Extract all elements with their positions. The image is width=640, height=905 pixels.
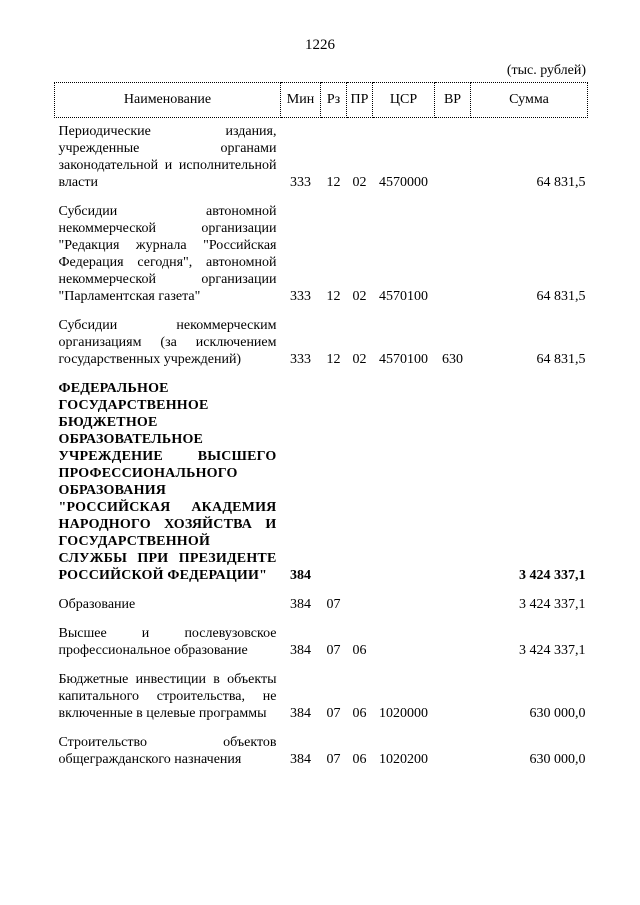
row-name: ФЕДЕРАЛЬНОЕ ГОСУДАРСТВЕННОЕ БЮДЖЕТНОЕ ОБРАЗОВАТЕЛЬНОЕ УЧРЕЖДЕНИЕ ВЫСШЕГО ПРОФЕССИОНАЛЬНОГО ОБРАЗОВАНИЯ "РОССИЙСКАЯ АКАДЕМИЯ НАРОДНОГО ХОЗЯЙСТВА И ГОСУДАРСТВЕННОЙ СЛУЖБЫ ПРИ ПРЕЗИДЕНТЕ РОССИЙСКОЙ ФЕДЕРАЦИИ": [58, 381, 277, 583]
row-vr: [435, 368, 471, 584]
row-min: 384: [290, 568, 311, 583]
row-csr: [373, 584, 435, 613]
row-vr: [435, 584, 471, 613]
row-rz: 07: [326, 706, 341, 721]
row-pr: 02: [352, 289, 367, 304]
row-pr: [347, 368, 373, 584]
row-name: Субсидии автономной некоммерческой организации "Редакция журнала "Российская Федерация сегодня", автономной некоммерческой организации "Парламентская газета": [58, 204, 277, 304]
row-min: 384: [290, 643, 311, 658]
table-row: [55, 584, 588, 613]
row-sum: 64 831,5: [536, 289, 586, 304]
column-header-min: Мин: [281, 83, 321, 118]
units-label: (тыс. рублей): [506, 63, 586, 78]
row-csr: 1020200: [379, 752, 428, 767]
table-header-row: [55, 83, 588, 118]
row-name: Субсидии некоммерческим организациям (за исключением государственных учреждений): [58, 318, 277, 367]
row-rz: 12: [326, 175, 341, 190]
row-min: 333: [290, 289, 311, 304]
row-csr: [373, 368, 435, 584]
row-pr: 06: [352, 706, 367, 721]
row-vr: [435, 118, 471, 192]
row-pr: 06: [352, 752, 367, 767]
row-sum: 3 424 337,1: [519, 568, 586, 583]
row-sum: 3 424 337,1: [519, 597, 586, 612]
row-name: Периодические издания, учрежденные органами законодательной и исполнительной власти: [58, 124, 277, 190]
row-sum: 630 000,0: [529, 706, 586, 721]
column-header-rz: Рз: [321, 83, 347, 118]
row-rz: 07: [326, 643, 341, 658]
table-row: [55, 191, 588, 305]
row-name: Бюджетные инвестиции в объекты капитального строительства, не включенные в целевые программы: [58, 672, 277, 721]
row-csr: 4570000: [379, 175, 428, 190]
row-name: Строительство объектов общегражданского назначения: [58, 735, 277, 767]
row-rz: 07: [326, 597, 341, 612]
row-rz: [321, 368, 347, 584]
row-vr: [435, 722, 471, 768]
row-sum: 64 831,5: [536, 175, 586, 190]
column-header-name: Наименование: [55, 83, 281, 118]
row-rz: 12: [326, 352, 341, 367]
row-name: Высшее и послевузовское профессиональное образование: [58, 626, 277, 658]
row-min: 384: [290, 597, 311, 612]
row-name: Образование: [58, 597, 136, 612]
row-sum: 64 831,5: [536, 352, 586, 367]
column-header-sum: Сумма: [471, 83, 588, 118]
row-vr: [435, 659, 471, 722]
column-header-csr: ЦСР: [373, 83, 435, 118]
table-row: [55, 368, 588, 584]
row-vr: [435, 613, 471, 659]
row-rz: 12: [326, 289, 341, 304]
row-pr: [347, 584, 373, 613]
row-csr: 4570100: [379, 289, 428, 304]
row-csr: [373, 613, 435, 659]
table-row: [55, 613, 588, 659]
row-min: 384: [290, 752, 311, 767]
table-row: [55, 722, 588, 768]
row-csr: 1020000: [379, 706, 428, 721]
table-row: [55, 118, 588, 192]
column-header-pr: ПР: [347, 83, 373, 118]
row-pr: 02: [352, 352, 367, 367]
column-header-vr: ВР: [435, 83, 471, 118]
row-csr: 4570100: [379, 352, 428, 367]
table-row: [55, 659, 588, 722]
row-sum: 630 000,0: [529, 752, 586, 767]
row-pr: 06: [352, 643, 367, 658]
row-vr: [435, 191, 471, 305]
budget-table: [54, 82, 588, 768]
row-pr: 02: [352, 175, 367, 190]
row-min: 333: [290, 175, 311, 190]
row-vr: 630: [442, 352, 463, 367]
row-min: 333: [290, 352, 311, 367]
page-number: 1226: [305, 37, 335, 53]
row-min: 384: [290, 706, 311, 721]
row-sum: 3 424 337,1: [519, 643, 586, 658]
row-rz: 07: [326, 752, 341, 767]
table-row: [55, 305, 588, 368]
